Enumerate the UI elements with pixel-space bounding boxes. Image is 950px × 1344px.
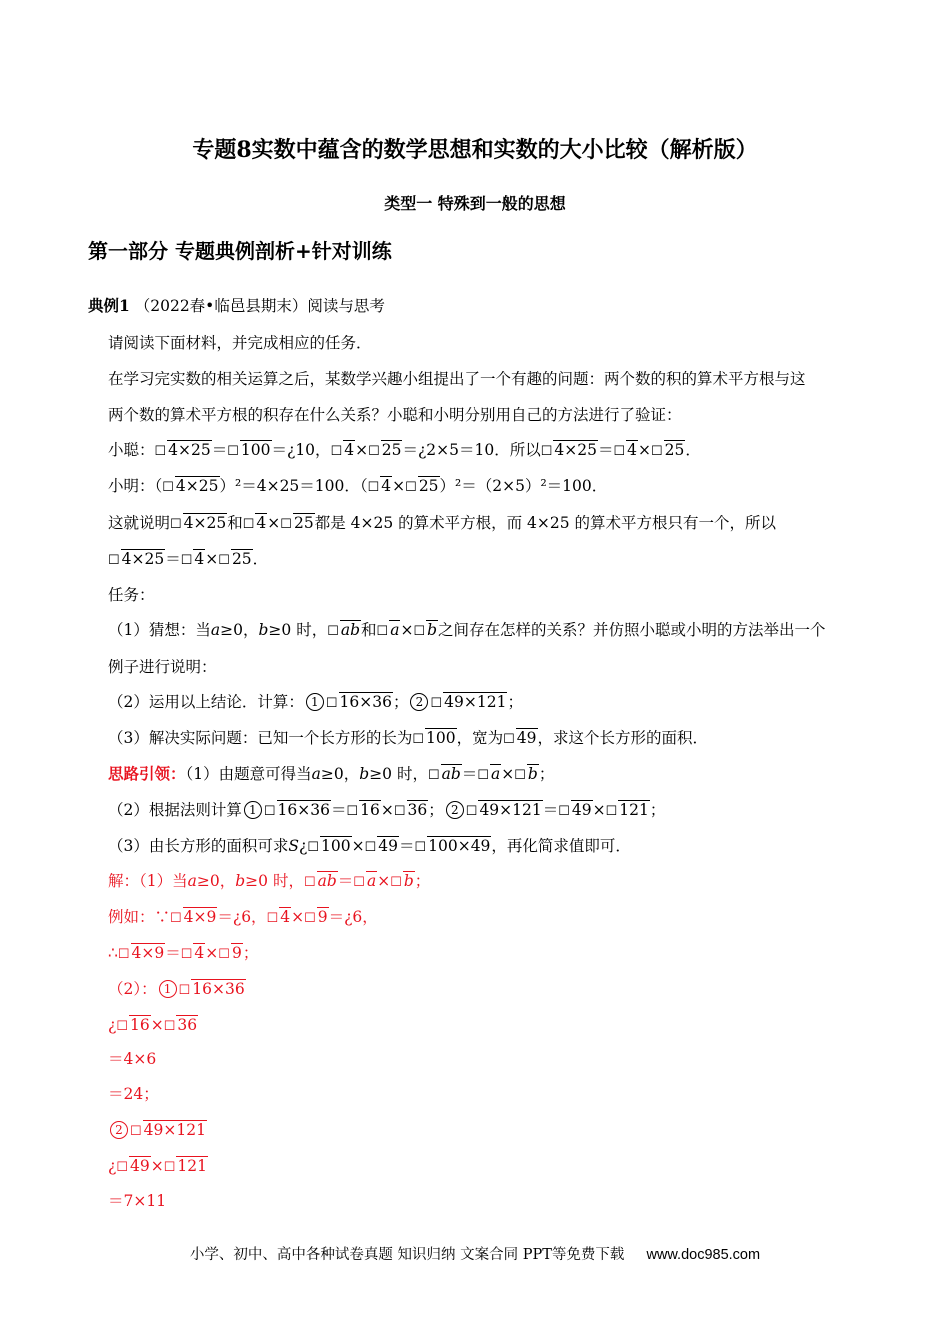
hint-line-1: 思路引领：（1）由题意可得当a≥0，b≥0 时，☐ ab＝☐ a×☐ b； bbox=[108, 764, 555, 783]
solution-step-2: ＝4×6 bbox=[108, 1050, 157, 1068]
solution-step-5: ＝7×11 bbox=[108, 1192, 167, 1210]
circled-number-1: 1 bbox=[306, 693, 324, 711]
document-title: 专题8实数中蕴含的数学思想和实数的大小比较（解析版） bbox=[192, 137, 758, 163]
task-label: 任务： bbox=[108, 586, 155, 604]
explain-line-2: ☐ 4×25＝☐ 4×☐ 25． bbox=[108, 550, 269, 568]
radical-sign: ☐ bbox=[154, 444, 167, 459]
explain-line-1: 这就说明☐ 4×25和☐ 4×☐ 25都是 4×25 的算术平方根，而 4×25 的算术平方根只有一个，所以 bbox=[108, 514, 777, 532]
circled-number-2: 2 bbox=[410, 693, 428, 711]
hint-line-3: （3）由长方形的面积可求S¿☐ 100×☐ 49＝☐ 100×49，再化简求值即可． bbox=[108, 837, 631, 855]
hint-label: 思路引领： bbox=[108, 764, 186, 783]
solution-step-4: ¿☐ 49×☐ 121 bbox=[108, 1157, 207, 1175]
solution-step-1: ¿☐ 16×☐ 36 bbox=[108, 1016, 198, 1034]
solution-step-3: ＝24； bbox=[108, 1085, 159, 1103]
xiaoming-line: 小明：（☐ 4×25）²＝4×25＝100．（☐ 4×☐ 25）²＝（2×5）²＝100． bbox=[108, 477, 608, 495]
document-subtitle: 类型一 特殊到一般的思想 bbox=[384, 194, 566, 213]
context-line-2: 两个数的算术平方根的积存在什么关系？小聪和小明分别用自己的方法进行了验证： bbox=[108, 406, 682, 424]
footer-text: 小学、初中、高中各种试卷真题 知识归纳 文案合同 PPT等免费下载 bbox=[189, 1247, 625, 1263]
solution-part-2: （2）： 1 ☐ 16×36 bbox=[108, 980, 245, 998]
context-line-1: 在学习完实数的相关运算之后，某数学兴趣小组提出了一个有趣的问题：两个数的积的算术平方根与这 bbox=[108, 370, 806, 388]
example-label: 典例1 bbox=[88, 296, 130, 315]
solution-example: 例如：∵☐ 4×9＝¿6，☐ 4×☐ 9＝¿6， bbox=[108, 908, 378, 926]
hint-line-2: （2）根据法则计算 1 ☐ 16×36＝☐ 16×☐ 36； 2 ☐ 49×121＝☐ 49×☐ 121； bbox=[108, 801, 666, 819]
solution-line-1: 解：（1）当a≥0，b≥0 时，☐ ab＝☐ a×☐ b； bbox=[108, 872, 431, 890]
xiaocong-line: 小聪：☐ 4×25＝☐ 100＝¿10，☐ 4×☐ 25＝¿2×5＝10．所以☐ 4×25＝☐ 4×☐ 25． bbox=[108, 440, 701, 462]
page-footer bbox=[0, 1245, 950, 1265]
question-1-line-2: 例子进行说明： bbox=[108, 658, 217, 676]
intro-line: 请阅读下面材料，并完成相应的任务． bbox=[108, 334, 372, 352]
example-source: （2022春•临邑县期末）阅读与思考 bbox=[134, 297, 385, 315]
footer-site[interactable]: www.doc985.com bbox=[646, 1247, 761, 1263]
example-heading bbox=[88, 296, 385, 316]
question-1-line-1: （1）猜想：当a≥0，b≥0 时，☐ ab和☐ a×☐ b之间存在怎样的关系？并仿照小聪或小明的方法举出一个 bbox=[108, 621, 826, 639]
solution-therefore: ∴☐ 4×9＝☐ 4×☐ 9； bbox=[108, 944, 259, 962]
question-3: （3）解决实际问题：已知一个长方形的长为☐ 100，宽为☐ 49，求这个长方形的面积． bbox=[108, 729, 709, 747]
solution-part-2b: 2 ☐ 49×121 bbox=[108, 1120, 207, 1142]
question-2: （2）运用以上结论．计算： 1 ☐ 16×36； 2 ☐ 49×121； bbox=[108, 693, 523, 711]
section-heading: 第一部分 专题典例剖析+针对训练 bbox=[88, 239, 392, 263]
